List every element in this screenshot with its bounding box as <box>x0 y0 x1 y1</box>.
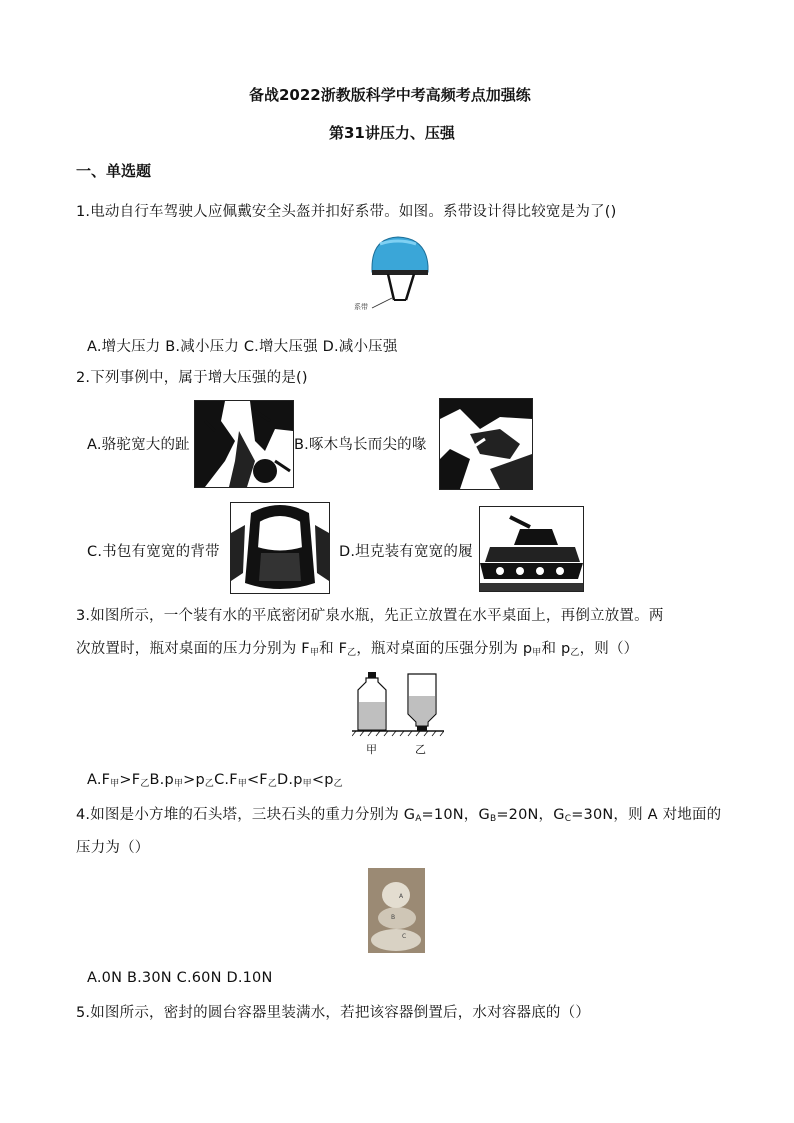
q3-stem-line2: 次放置时，瓶对桌面的压力分别为 $F_甲$和 $F_乙$，瓶对桌面的压强分别为 $p_甲$和 $p_乙$，则（） <box>76 641 639 658</box>
q5-stem: 5.如图所示，密封的圆台容器里装满水，若把该容器倒置后，水对容器底的（） <box>76 1005 591 1021</box>
q4-options: A.0N B.30N C.60N D.10N <box>87 970 273 986</box>
q4-stem-line2: 压力为（） <box>76 840 150 856</box>
q1-stem: 1.电动自行车驾驶人应佩戴安全头盔并扣好系带。如图。系带设计得比较宽是为了() <box>76 204 617 220</box>
q2-option-a: A.骆驼宽大的趾 <box>87 437 190 453</box>
document-subtitle: 第31讲压力、压强 <box>329 124 455 142</box>
bottle-label-yi: 乙 <box>415 743 426 756</box>
stone-tower-image <box>368 868 425 953</box>
stone-label-b: B <box>391 914 396 921</box>
q3-stem-line1: 3.如图所示，一个装有水的平底密闭矿泉水瓶，先正立放置在水平桌面上，再倒立放置。两 <box>76 608 664 624</box>
helmet-image <box>358 232 438 316</box>
document-title: 备战2022浙教版科学中考高频考点加强练 <box>249 86 531 104</box>
q4-stem-line1: 4.如图是小方堆的石头塔，三块石头的重力分别为 $G_A=10N$，$G_B=20N$，$G_C=30N$，则 A 对地面的 <box>76 807 722 824</box>
bottle-label-jia: 甲 <box>366 743 377 756</box>
helmet-figure <box>354 232 438 316</box>
q3-options: $A.F_甲>F_乙B.p_甲>p_乙C.F_甲<F_乙D.p_甲<p_乙$ <box>87 772 343 789</box>
q2-option-d: D.坦克装有宽宽的履 <box>339 544 473 560</box>
woodpecker-image <box>439 398 533 490</box>
tank-image <box>479 506 584 592</box>
bottles-figure <box>352 668 444 760</box>
stone-label-c: C <box>402 933 407 940</box>
backpack-image <box>230 502 330 594</box>
section-heading: 一、单选题 <box>76 162 152 180</box>
q1-options: A.增大压力 B.减小压力 C.增大压强 D.减小压强 <box>87 339 398 355</box>
q2-stem: 2.下列事例中，属于增大压强的是() <box>76 370 308 386</box>
q2-option-c: C.书包有宽宽的背带 <box>87 544 220 560</box>
helmet-strap-label: 系带 <box>354 303 368 311</box>
stone-label-a: A <box>399 893 404 900</box>
q2-option-b: B.啄木鸟长而尖的喙 <box>294 437 427 453</box>
camel-feet-image <box>194 400 294 488</box>
